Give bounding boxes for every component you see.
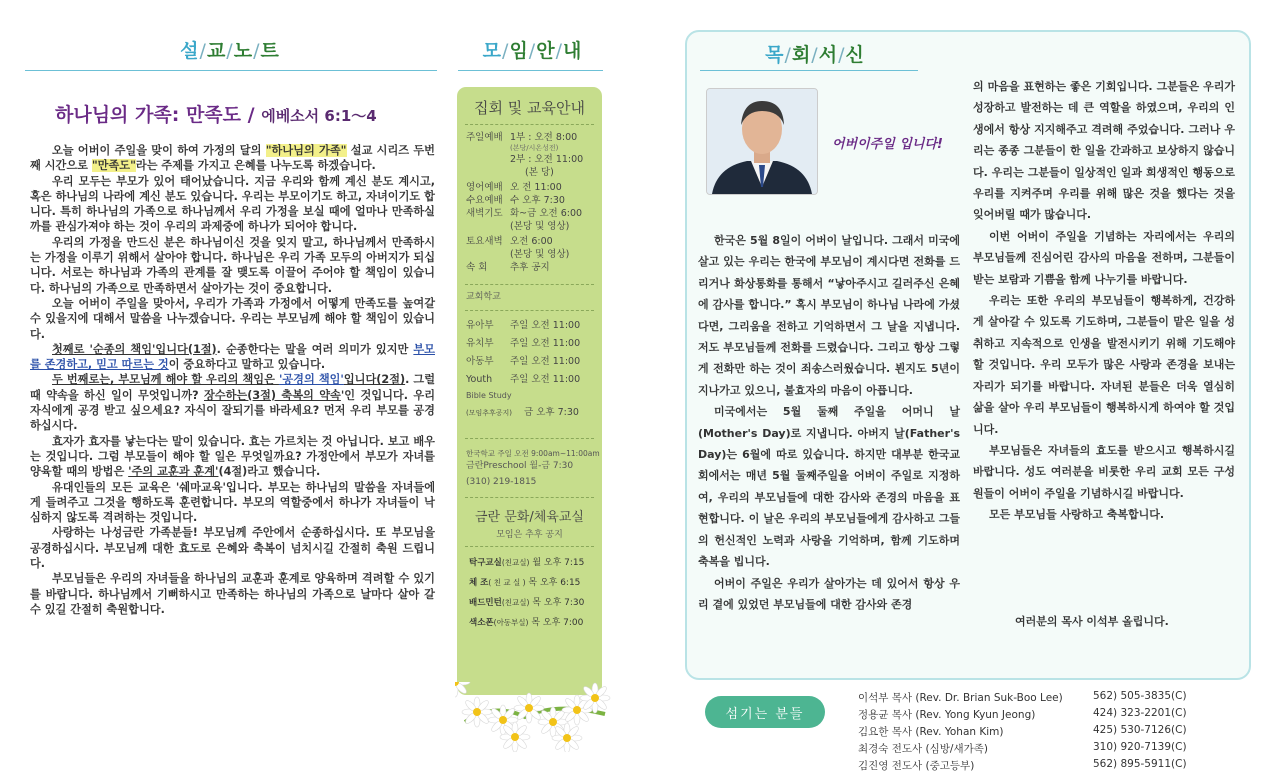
sermon-notes-header: 설/교/노/트 [180, 40, 280, 62]
scripture-reference: 에베소서 6:1～4 [261, 107, 377, 125]
school-row: 유치부 주일 오전 11:00 [466, 338, 581, 349]
sermon-paragraph: 두 번째로는, 부모님께 해야 할 우리의 책임은 '공경의 책임'입니다(2절). 그럴 때 약속을 하신 일이 무엇입니까? 장수하는(3절) 축복의 약속'인 것입니다. 우리 자식에게 공경 받고 싶으세요? 자식이 잘되기를 바라세요? 먼저 우리 부모를 공경하십시다. [30, 373, 436, 433]
sermon-paragraph: 유대인들의 모든 교육은 '쉐마교육'입니다. 부모는 하나님의 말씀을 자녀들에게 들려주고 그것을 행하도록 훈련합니다. 부모의 역할중에서 하나가 자녀들이 낙심하지 않도록 격려하는 것입니다. [30, 480, 435, 525]
school-row: Youth 주일 오전 11:00 [466, 374, 581, 385]
service-row: 수요예배 수 오후 7:30 [466, 195, 565, 206]
sermon-paragraph: 사랑하는 나성금란 가족분들! 부모님께 주안에서 순종하십시다. 또 부모님을 공경하십시다. 부모님께 대한 효도로 은혜와 축복이 넘치시길 간절히 축원 드립니다. [30, 526, 435, 571]
culture-note: 모임은 추후 공지 [496, 530, 563, 540]
letter-column-left [698, 230, 960, 615]
sermon-paragraph: 첫째로 '순종의 책임'입니다(1절). 순종한다는 말을 여러 의미가 있지만 부모를 존경하고, 믿고 따르는 것이 중요하다고 말하고 있습니다. [30, 342, 435, 372]
sermon-paragraph: 우리의 가정을 만드신 분은 하나님이신 것을 잊지 말고, 하나님께서 만족하시는 가정을 이루기 위해서 살아야 합니다. 하나님은 우리 가족 모두의 아버지가 되십니다. 서로는 하나님과 가족의 관계를 잘 맺도록 이끌어 주어야 할 책임이 있습니다. 하나님의 가족으로 만족하면서 살아가는 것이 중요합니다. [30, 235, 435, 295]
letter-paragraph: 부모님들은 자녀들의 효도를 받으시고 행복하시길 바랍니다. 성도 여러분을 비롯한 우리 교회 모든 구성원들이 어버이 주일을 기념하시길 바랍니다. [973, 443, 1235, 500]
service-row: 주일예배 1부 : 오전 8:00 [466, 132, 578, 143]
class-row: 배드민턴(친교실) 목 오후 7:30 [469, 598, 585, 608]
divider [465, 438, 594, 439]
letter-paragraph: 이번 어버이 주일을 기념하는 자리에서는 우리의 부모님들께 진심어린 감사의 마음을 전하며, 그분들이 받는 보람과 기쁨을 함께 나누기를 바랍니다. [973, 229, 1235, 286]
sermon-body [30, 143, 435, 617]
letter-paragraph: 의 마음을 표현하는 좋은 기회입니다. 그분들은 우리가 성장하고 발전하는 데 큰 역할을 하였으며, 우리의 인생에서 항상 지지해주고 격려해 주었습니다. 그러나 우리는 종종 그분들이 한 일을 간과하고 보상하지 않습니다. 우리는 그분들이 일상적인 일과 희생적인 행동으로 우리를 지켜주며 우리를 위해 많은 것을 했다는 것을 잊어버릴 때가 많습니다. [973, 80, 1235, 222]
service-row: 토요새벽 오전 6:00 [466, 236, 553, 247]
school-row: 유아부 주일 오전 11:00 [466, 320, 581, 331]
letter-subtitle: 어버이주일 입니다! [832, 137, 943, 152]
divider [465, 546, 594, 547]
schedule-panel-title: 집회 및 교육안내 [474, 99, 585, 117]
bible-study-row: (모임추후공지) 금 오후 7:30 [466, 407, 579, 418]
class-row: 색소폰(아동부실) 목 오후 7:00 [469, 618, 584, 628]
divider [465, 310, 594, 311]
school-list [457, 317, 602, 389]
letter-paragraph: 우리는 또한 우리의 부모님들이 행복하게, 건강하게 살아갈 수 있도록 기도하며, 그분들이 맡은 일을 성취하고 지속적으로 인생을 발전시키기 위해 기도해야 할 것입니다. 우리 모두가 많은 사랑과 존경을 보내는 자리가 되기를 바랍니다. 자녀된 분들은 더욱 열심히 삶을 살아 우리 부모님들이 행복하시게 하여야 할 것입니다. [973, 294, 1235, 436]
pastor-photo [706, 88, 818, 195]
divider [465, 124, 594, 125]
staff-button[interactable]: 섬기는 분들 [705, 696, 825, 728]
sermon-paragraph: 부모님들은 우리의 자녀들을 하나님의 교훈과 훈계로 양육하며 격려할 수 있기를 바랍니다. 하나님께서 기뻐하시고 만족하는 하나님의 가족으로 날마다 살아 갈 수 있길 간절히 축원합니다. [30, 572, 435, 616]
culture-title: 금란 문화/체육교실 [475, 510, 584, 525]
letter-column-right [973, 76, 1235, 526]
service-row: 속 회 추후 공지 [466, 262, 550, 273]
letter-header-rule [700, 70, 918, 71]
letter-paragraph: 한국은 5월 8일이 어버이 날입니다. 그래서 미국에 살고 있는 우리는 한국에 부모님이 계시다면 전화를 드리거나 화상통화를 통해서 “낳아주시고 길러주신 은혜에 감사를 합니다.” 혹시 부모님이 하나님 나라에 가셨다면, 그리움을 전하고 기억하면서 그 날을 지냅니다. 저도 부모님들께 전화를 드렸습니다. 그리고 항상 그렇게 전화만 하는 것이 죄송스러웠습니다. 뵌지도 5년이 지나가고 있으니, 불효자의 마음이 아픕니다. [698, 234, 960, 397]
church-school-label: 교회학교 [466, 292, 501, 302]
service-row: 영어예배 오 전 11:00 [466, 182, 562, 193]
sermon-paragraph: 우리 모두는 부모가 있어 태어났습니다. 지금 우리와 함께 계신 분도 계시고, 혹은 하나님의 나라에 계신 분도 있습니다. 우리는 부모이기도 하고, 자녀이기도 합니다. 특히 하나님의 가족으로 하나님께서 우리 가정을 보실 때에 얼마나 만족하실까를 관심가져야 하는 것이 우리의 과제중에 하나가 되어야 합니다. [30, 174, 435, 234]
sermon-title: 하나님의 가족: 만족도 / 에베소서 6:1～4 [55, 104, 377, 126]
staff-row: 김요한 목사 (Rev. Yohan Kim) 425) 530-7126(C) [858, 724, 1187, 738]
schedule-header: 모/임/안/내 [482, 40, 583, 62]
service-list: 주일예배 1부 : 오전 8:00 (본당/시온성전) 2부 : 오전 11:00 (본 당) 영어예배 오 전 11:00 수요예배 수 오후 7:30 새벽기도 화~금 오전 6:00 (본당 및 영상) 토요새벽 오전 6:00 (본당 및 영상) 속 회 추후 공지 [457, 131, 602, 274]
divider [465, 497, 594, 498]
letter-paragraph: 어버이 주일은 우리가 살아가는 데 있어서 항상 우리 곁에 있었던 부모님들에 대한 감사와 존경 [698, 576, 960, 611]
class-list [457, 553, 602, 633]
sermon-paragraph: 오늘 어버이 주일을 맞아서, 우리가 가족과 가정에서 어떻게 만족도를 높여갈 수 있을지에 대해서 말씀을 나누겠습니다. 우리는 부모님께 해야 할 책임이 있습니다. [30, 296, 435, 341]
staff-row: 이석부 목사 (Rev. Dr. Brian Suk-Boo Lee) 562) 505-3835(C) [858, 690, 1187, 704]
sermon-header-rule [25, 70, 437, 71]
letter-paragraph: 미국에서는 5월 둘째 주일을 어머니 날 (Mother's Day)로 지냅니다. 아버지 날(Father's Day)는 6월에 따로 있습니다. 하지만 대부분 한국교회에서는 매년 5월 둘째주일을 어버이 주일로 지정하여, 우리의 부모님들에 대한 감사와 존경의 마음을 표현합니다. 이 날은 우리의 부모님들에게 감사하고 그들의 헌신적인 노력과 사랑을 기억하며, 함께 기도하며 축복을 빕니다. [698, 405, 960, 569]
divider [465, 284, 594, 285]
schedule-panel: 집회 및 교육안내 주일예배 1부 : 오전 8:00 (본당/시온성전) 2부 : 오전 11:00 (본 당) 영어예배 오 전 11:00 수요예배 수 오후 7:30 새벽기도 화~금 오전 6:00 (본당 및 영상) 토요새벽 오전 6:00 (본당 및 영상) 속 회 추후 공지 교회학교 유아부 주일 오전 11:00 유치부 주일 오전 11:00 아동부 주일 오전 11:00 Youth 주일 오전 11:00 Bible Study (모임추후공지) 금 오후 7:30 한국학교 주일 오전 9:00am~11:00am 금란Preschool 월-금 7:30 (310) 219-1815 금란 문화/체육교실 모임은 추후 공지 탁구교실(친교실) 월 오후 7:15 체 조( 친 교 실 ) 목 오후 6:15 배드민턴(친교실) 목 오후 7:30 색소폰(아동부실) 목 오후 7:00 [457, 87, 602, 695]
service-row: 새벽기도 화~금 오전 6:00 [466, 208, 583, 219]
sermon-paragraph: 효자가 효자를 낳는다는 말이 있습니다. 효는 가르치는 것 아닙니다. 보고 배우는 것입니다. 그럼 부모들이 해야 할 일은 무엇일까요? 가정안에서 부모가 자녀를 양육할 때의 방법은 '주의 교훈과 훈계'(4절)라고 했습니다. [30, 434, 435, 479]
schedule-header-rule [458, 70, 603, 71]
letter-paragraph: 모든 부모님들 사랑하고 축복합니다. [989, 508, 1165, 522]
class-row: 체 조( 친 교 실 ) 목 오후 6:15 [469, 578, 581, 588]
staff-row: 최경숙 전도사 (심방/새가족) 310) 920-7139(C) [858, 741, 1187, 755]
sermon-paragraph: 오늘 어버이 주일을 맞이 하여 가정의 달의 "하나님의 가족" 설교 시리즈 두번째 시간으로 "만족도"라는 주제를 가지고 은혜를 나누도록 하겠습니다. [30, 144, 435, 173]
class-row: 탁구교실(친교실) 월 오후 7:15 [469, 558, 585, 568]
daisy-flowers-illustration [455, 682, 615, 752]
pastor-letter-header: 목/회/서/신 [765, 44, 865, 66]
phone-number: (310) 219-1815 [466, 477, 537, 487]
staff-row: 김진영 전도사 (중고등부) 562) 895-5911(C) [858, 758, 1187, 772]
school-row: 아동부 주일 오전 11:00 [466, 356, 581, 367]
letter-signature: 여러분의 목사 이석부 올립니다. [1015, 615, 1169, 628]
staff-row: 정용균 목사 (Rev. Yong Kyun Jeong) 424) 323-2201(C) [858, 707, 1187, 721]
